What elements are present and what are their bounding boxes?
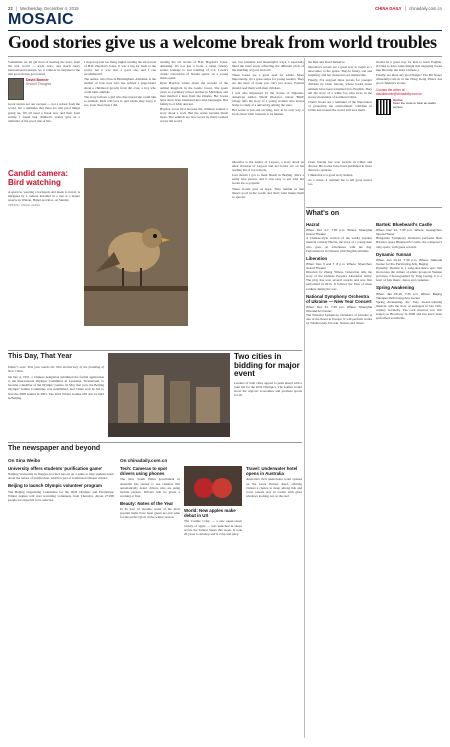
event-meta: When: Dec 4-7, 7:30 p.m. Where: Shanghai Grand Theater xyxy=(306,228,372,237)
column-body-2 xyxy=(84,60,156,108)
candid-title: Candid camera: Bird watching xyxy=(8,169,69,187)
column-paragraph: The author, who lives in Birmingham, Alabama, is the mother of four sons who has written a page-turner about a childhood growth from dirt over, a boy who could tame animals. xyxy=(84,77,156,94)
folio-left: 22 | Wednesday, December 4, 2019 xyxy=(8,6,79,11)
column-paragraph: Chen Jiatong has won awards in China and abroad. His books have been published in more than ten countries. xyxy=(308,160,372,173)
bird-photo xyxy=(84,168,188,326)
online-note: Scan the code to hear an audio version xyxy=(392,101,436,109)
two-cities xyxy=(234,353,302,397)
story-body: The Beijing Organising Committee for the 2022 Olympic and Paralympic Winter Games will start recruiting volunteers from Thursday. About 27,000 people are expected to be selected. xyxy=(8,489,114,502)
two-cities-body: Leaders of both cities agreed to push ahead with a joint bid for the 2032 Olympics. The Games would boost the regions' economies and promote sports for all. xyxy=(234,380,302,398)
online-label: Online xyxy=(392,97,403,102)
candid-camera xyxy=(8,170,80,207)
column-paragraph: should be a great way for kids to learn English. (I'd like to have some insight that engaging books like this help me learn Chinese.) xyxy=(376,60,442,73)
qr-code-icon[interactable] xyxy=(376,99,391,115)
column-paragraph: out, but relatable and meaningful ways. I especially liked the brief essay reflecting the different plots of the standing of good and evil. xyxy=(232,60,304,73)
column-paragraph: Finally, are there any good things? The Bit Nosey chinadaily.com.cn at the Hong Kong Palace has good children's stories. xyxy=(376,73,442,86)
whats-on-title: What's on xyxy=(306,210,340,217)
page-number: 22 xyxy=(8,6,13,11)
column-paragraph: the Belt and Road Initiative. xyxy=(308,60,346,64)
olympic-photo xyxy=(108,353,230,437)
contact-line: Contact the writer at davidbonner@chinadaily.com.cn xyxy=(376,87,422,96)
event-body: Directed by Zhang Yimou, Liberation tells the story of the Chinese People's Liberation Army. The play has won several awards and was first performed in 2015. It follows the lives of three soldiers during the war. xyxy=(306,270,372,291)
column-body-6 xyxy=(376,60,442,115)
chinadaily-column-a xyxy=(120,466,180,519)
story-title[interactable]: World: New apples make debut in US xyxy=(184,508,236,519)
weibo-heading: On Sina Weibo xyxy=(8,458,41,463)
event-body: Hungarian Symphony Orchestra performs Bela Bartok's opera Bluebeard's Castle, the composer's only opera, with guest soloists. xyxy=(376,236,442,249)
column-paragraph: Haydon wrote first because the children wanted a story about a wolf. But the series became much more. The animals are now loved by many readers across the world. xyxy=(160,107,228,124)
folio-right: CHINA DAILY | chinadaily.com.cn xyxy=(375,6,442,11)
column-paragraph: I think that is a good story indeed. xyxy=(308,173,354,178)
apple-photo xyxy=(184,466,242,506)
column-paragraph: Great stories are our escapes — not a retreat from the world, but a reminder that there are still good things going on. We all need a break now and then from reality. I found that children's stories give us a reminder of the good side of life. xyxy=(8,102,80,123)
chinadaily-column-b xyxy=(184,466,242,536)
event-meta: When: Jan 10-12, 7:30 p.m. Where: National Center for the Performing Arts, Beijing xyxy=(376,257,442,266)
author-role: Second Thoughts xyxy=(26,82,51,87)
story-title[interactable]: Beauty: Notes of the Year xyxy=(120,500,174,506)
author-name: David Bonner xyxy=(26,78,49,83)
photo-icon xyxy=(108,353,230,437)
whats-on-col-b xyxy=(376,222,442,320)
event-item xyxy=(306,294,372,326)
two-cities-title: Two cities in bidding for major event xyxy=(234,352,300,379)
column-body-3 xyxy=(160,60,228,124)
column-paragraph: Ryan Haydon writes about the wonder of the animal kingdom in the Gaelic forest. She spent years as a primary school teacher in Michigan, and then married a man from the Ozarks. Her books have since been translated into nine languages. Her family is of Irish descent. xyxy=(160,81,228,106)
story-body: Nanjing University in Jiangsu province has set up a game to help students learn about the nature of purification, which is part of traditional Chinese culture. xyxy=(8,472,114,481)
column-paragraph: Okorafor's novels are a great way to begin as a newcomer to the genre. They're funny, sad and inspiring, and her characters are memorable. xyxy=(308,65,372,78)
event-title: Spring Awakening xyxy=(376,285,415,291)
event-body: Spring Awakening, the Tony Award-winning musical, tells the story of teenagers in late 19th-century Germany. The rock musical was first staged on Broadway in 2006 and has since been performed worldwide. xyxy=(376,299,442,321)
headline: Good stories give us a welcome break from world troubles xyxy=(8,32,437,52)
event-item xyxy=(306,222,372,253)
column-paragraph: The story follows a girl who discovered she could talk to animals. Kids will love it, and adults may enjoy it too, even more than I did. xyxy=(84,94,156,107)
event-meta: When: Dec 3 and 7, 8 p.m. Where: Shenzhen Grand Theater xyxy=(306,261,372,271)
chinadaily-heading: On chinadaily.com.cn xyxy=(120,458,168,463)
event-body: Dynamic Yunnan is a song-and-dance epic that showcases the culture of ethnic groups in Yunnan province. Choreographed by Yang Liping, it is a feast of folk music, dance and costumes. xyxy=(376,266,442,283)
event-title: National Symphony Orchestra of Ukraine — New Year Concert xyxy=(306,293,372,304)
event-title: Bartok: Bluebeard's Castle xyxy=(376,222,432,227)
candid-caption: A sparrow, wearing a backpack and made to travel, is intrigued by a camera installed in a tree at a nature reserve in Wuhan, Hubei province, on Sunday. xyxy=(8,190,80,203)
column-paragraph: As a writer, it reminds me to tell good stories too. xyxy=(308,178,372,187)
column-paragraph: I was also impressed by the stories of Nigerian-American author, Nnedi Okorafor, whose 'Binti' trilogy tells the story of a young woman who leaves home to study at a university among the stars. xyxy=(232,90,304,107)
event-title: Hazrat xyxy=(306,222,320,227)
section-title: MOSAIC xyxy=(8,11,74,28)
site-name: chinadaily.com.cn xyxy=(409,6,442,11)
column-paragraph: Finally, I've enjoyed three novels for younger children by Chen Jiatong, whose books about animals have been translated into English. They tell the story of a white fox who lives in the snowy mountains of northeast China. xyxy=(308,78,372,99)
chinadaily-column-c xyxy=(246,466,302,498)
column-paragraph: Okorafor is the author of Lagoon, a story about an alien invasion of Lagoon and her books are on the reading list of top schools. xyxy=(232,160,304,173)
column-body-5 xyxy=(308,60,372,113)
event-title: Dynamic Yunnan xyxy=(376,251,412,257)
story-body: The New South Wales government in Australia has started to use cameras that automatically detect drivers who are using mobile phones. Drivers will be given a warning at first. xyxy=(120,477,180,498)
event-item xyxy=(306,256,372,291)
story-title[interactable]: University offers students 'purification game' xyxy=(8,466,103,471)
column-paragraph: Chen's books are a reminder of the importance of protecting the environment. Children in China and around the world will love them. xyxy=(308,99,372,113)
event-item xyxy=(376,252,442,283)
event-body: The National Symphony Orchestra of Ukraine is one of the finest in Europe. It will perform works by Tchaikovsky, Dvorak, Strauss and others. xyxy=(306,313,372,326)
story-body: The Cosmic Crisp — a new super-sweet variety of apple — was launched in shops across the United States this week. It took 20 years to develop and is crisp and juicy. xyxy=(184,519,242,536)
editor-note: Editor's note: This year marks the 70th anniversary of the founding of New China. xyxy=(8,365,104,374)
story-title[interactable]: Beijing to launch Olympic volunteer program xyxy=(8,483,102,489)
story-body: In its past 12 months, some of the most popular items have been green tea and wine for the perfect glow of the winter season. xyxy=(120,507,180,520)
event-meta: When: Dec 31, 7:30 p.m. Where: Shanghai Oriental Art Center xyxy=(306,305,372,314)
whats-on-col-a xyxy=(306,222,372,326)
column-paragraph: These books are a great read for adults. More importantly, it's a great series for young readers. They are the kind of book you can't put down. Parents should read them with their children. xyxy=(232,73,304,90)
this-day-body: On Dec 4, 1951, a Chinese delegation submitted the formal application to the International Olympic Committee in Lausanne, Switzerland, to become a member of the Olympic Games. In May that year, the Beijing Olympic Games Committee was established, and China won its bid to host the 2008 Games in 2001. The 2022 Winter Games will also be held in Beijing. xyxy=(8,375,104,400)
story-title[interactable]: Tech: Cameras to spot drivers using phones xyxy=(120,466,168,477)
column-paragraph: Sometimes we all get tired of hearing the news from the real world — trade wars, and much nasty international tensions. So, it came as no surprise to me that good stories get noticed. xyxy=(8,60,80,77)
candid-credit: XINHUA / VISUAL CHINA xyxy=(8,203,41,208)
author-photo xyxy=(8,78,24,100)
event-item xyxy=(376,285,442,320)
column-paragraph: reading the six novels of H.R. Haydon's Jonas. Amazing. It's not just a book, a better fantasy series: homage to and retelling of C.S. Lewis's classic Chronicles of Narnia series, on a young man's quest. xyxy=(160,60,228,81)
column-body-4 xyxy=(232,60,304,117)
event-meta: When: Jan 15-19, 7:30 p.m. Where: Beijing Tianqiao Performing Arts Center xyxy=(376,291,442,300)
newspaper-title: The newspaper and beyond xyxy=(8,445,101,452)
column-body-5b xyxy=(308,160,372,188)
column-paragraph: These stories give us hope. They remind us that there's good in the world, and that's what makes them so special. xyxy=(232,186,304,199)
event-item xyxy=(376,222,442,249)
story-title[interactable]: Travel: Underwater hotel opens in Australia xyxy=(246,466,298,477)
column-paragraph: Her series is fun and exciting, and, in its own way, a book about what it means to be human. xyxy=(232,108,304,117)
column-paragraph: I stayed up late too many nights reading the six novels of H.R. Haydon's Jonas. It was a trip far back to the world, but it was also a good one, and I can recommend it. xyxy=(84,60,156,77)
this-day-text xyxy=(8,365,104,400)
story-body: Australia's first underwater hotel opened on the Great Barrier Reef, offering visitors a chance to sleep among fish and coral. Guests stay in rooms with glass windows looking out on the reef. xyxy=(246,477,302,498)
event-title: Liberation xyxy=(306,255,328,261)
event-body: A Chinese-style version of the wildly popular musical comedy Hazrat, the story of a young man who goes on adventures with his dog. Performances in Chinese with English subtitles. xyxy=(306,236,372,253)
event-meta: When: Dec 24, 7:30 p.m. Where: Guangzhou Opera House xyxy=(376,228,442,237)
bird-icon xyxy=(84,168,188,326)
weibo-column xyxy=(8,466,114,502)
issue-date: Wednesday, December 4, 2019 xyxy=(20,6,79,11)
apple-icon xyxy=(184,466,242,506)
column-body-4b xyxy=(232,160,304,200)
paper-name: CHINA DAILY xyxy=(375,6,402,11)
column-body-1 xyxy=(8,60,80,124)
this-day-title: This Day, That Year xyxy=(8,353,72,360)
column-paragraph: Last month I got to meet Nnedi in Beijing. She's a really nice person, and it was easy to see why her books are so popular. xyxy=(232,173,304,186)
